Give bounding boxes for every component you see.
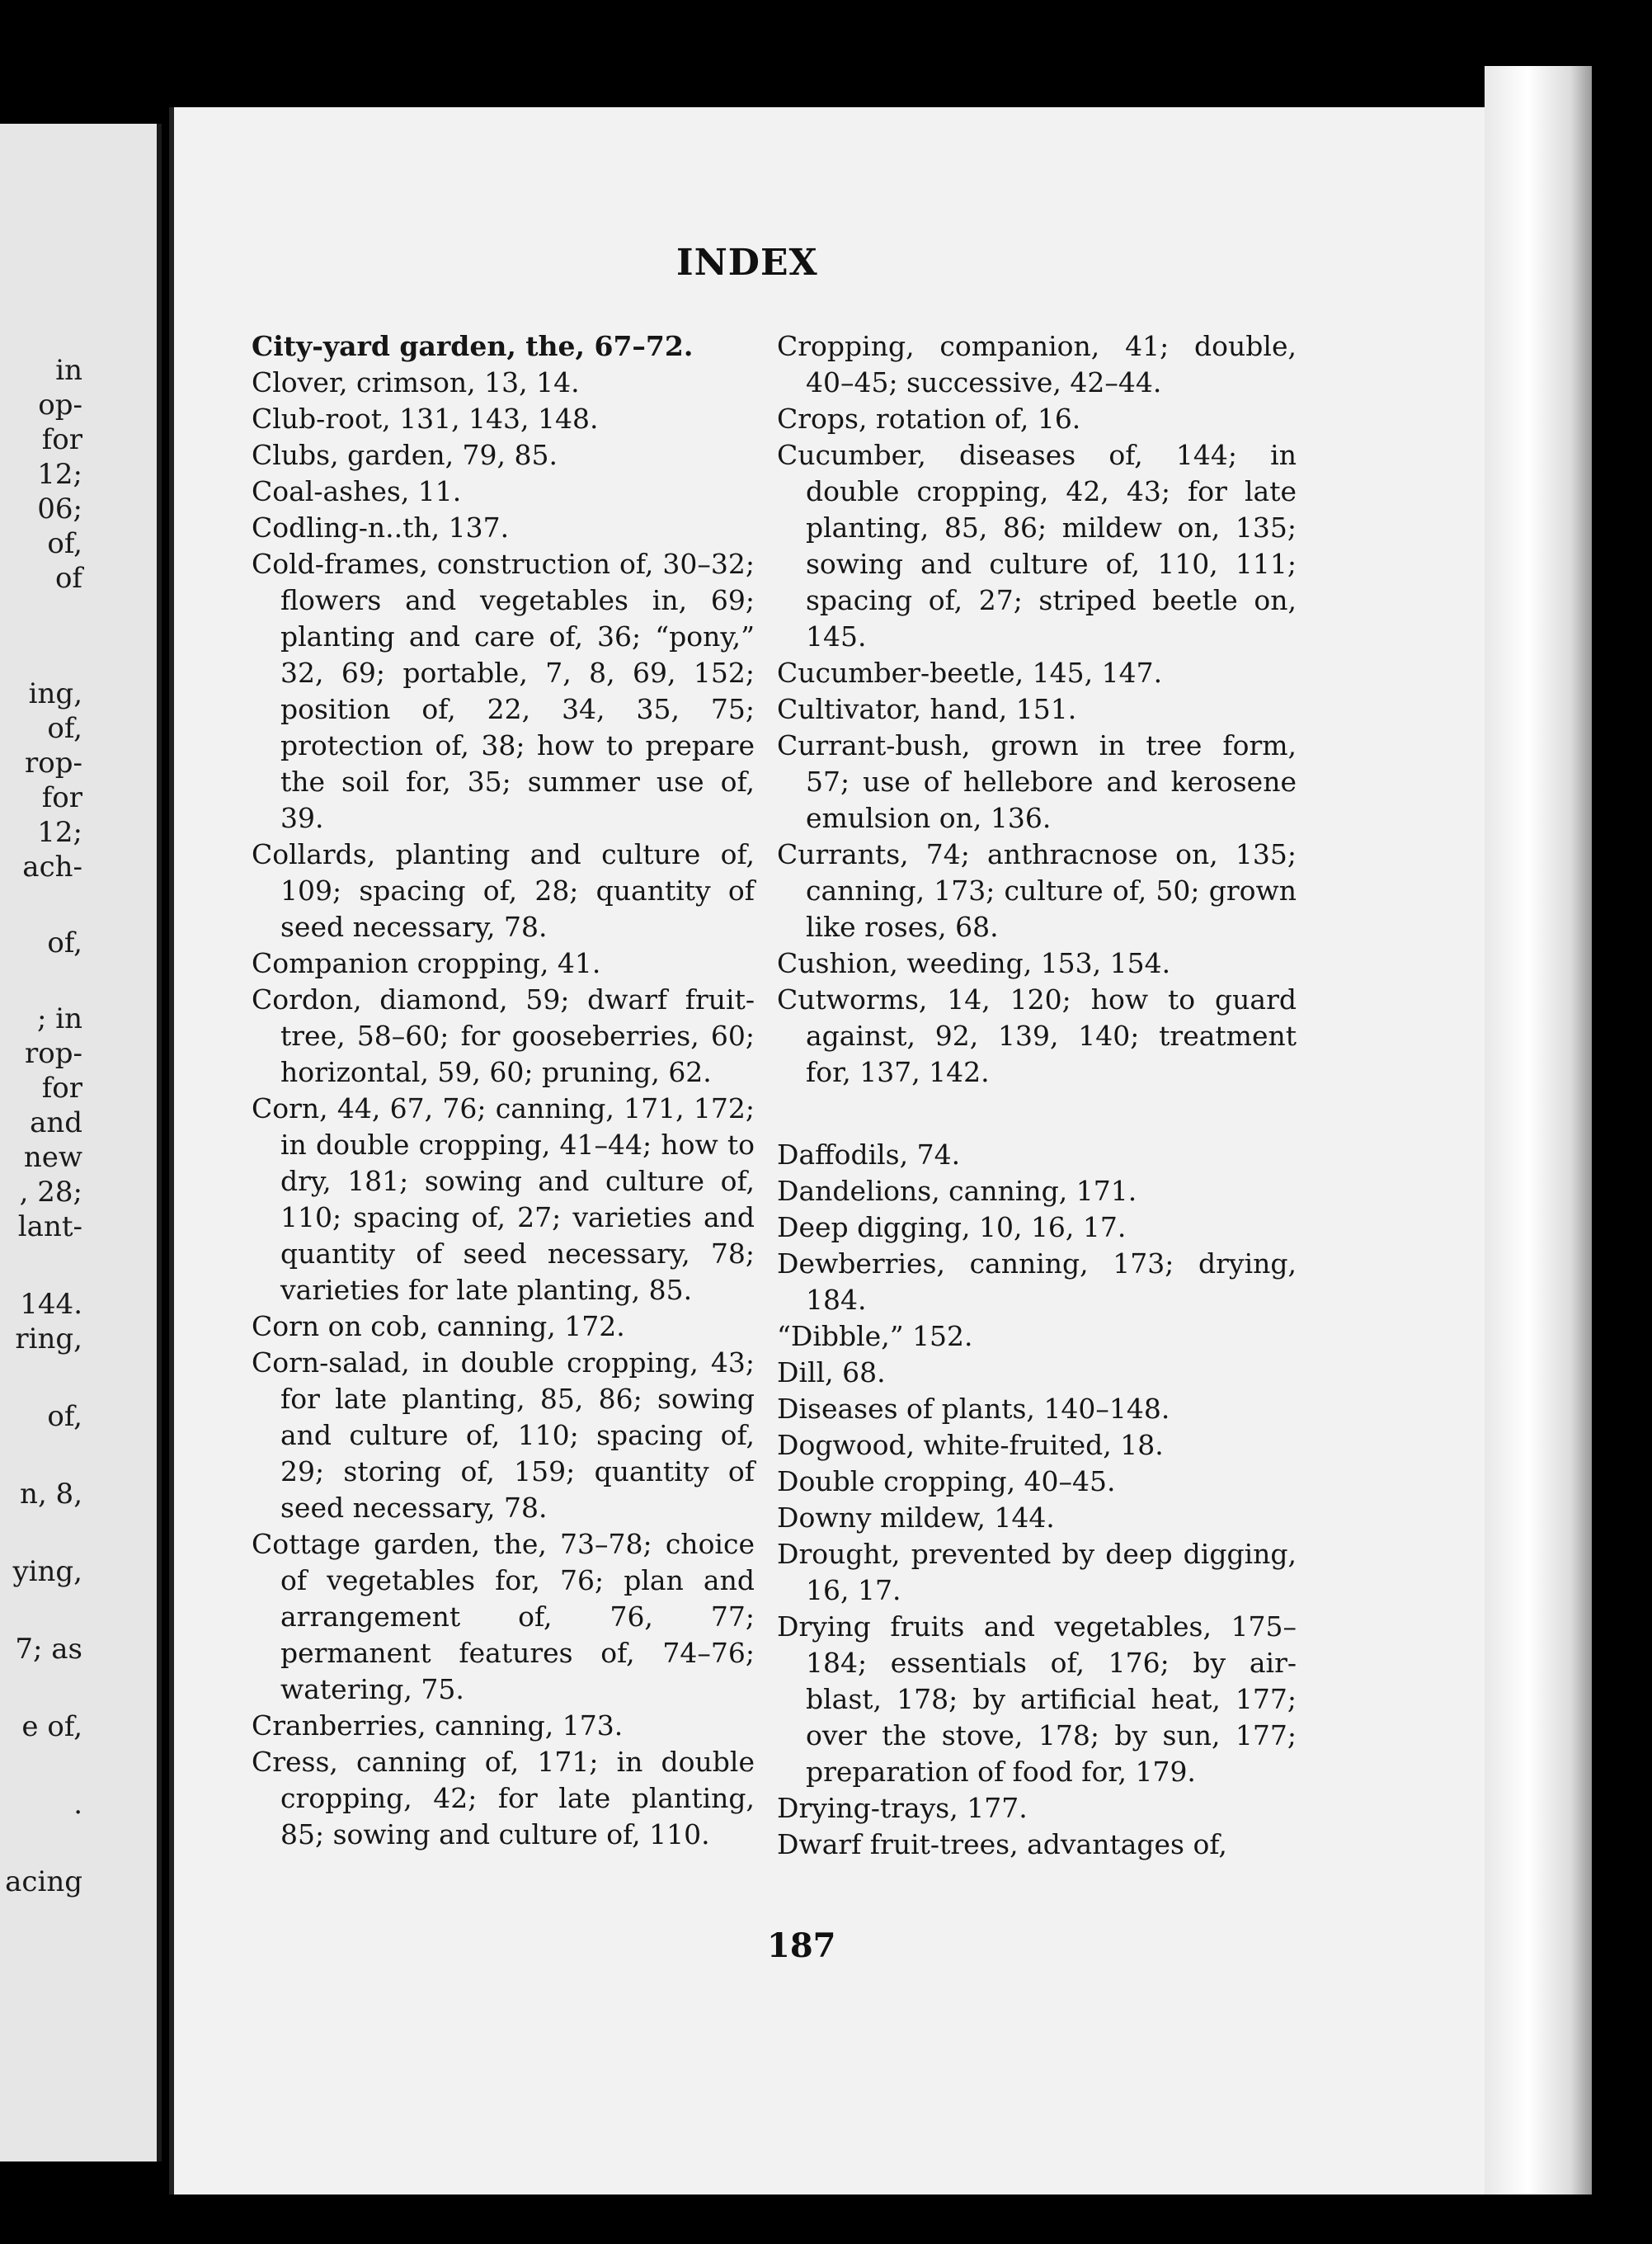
facing-text-fragment: of [54, 562, 82, 595]
facing-text-fragment: new [23, 1141, 82, 1174]
facing-text-fragment: ying, [12, 1555, 82, 1588]
index-entry: Collards, planting and culture of, 109; spacing of, 28; quantity of seed necessary, 78. [252, 838, 755, 943]
index-entry: Dewberries, canning, 173; drying, 184. [777, 1247, 1297, 1316]
page-edge [1485, 66, 1592, 2194]
index-entry: Clubs, garden, 79, 85. [252, 439, 558, 471]
index-entry: Clover, crimson, 13, 14. [252, 366, 580, 398]
index-entry: Downy mildew, 144. [777, 1502, 1055, 1534]
page-number: 187 [767, 1926, 836, 1965]
index-entry: Double cropping, 40–45. [777, 1465, 1116, 1497]
index-entry: Cushion, weeding, 153, 154. [777, 947, 1171, 979]
facing-text-fragment: of, [47, 712, 82, 745]
index-entry: Cultivator, hand, 151. [777, 693, 1077, 725]
facing-text-fragment: ach- [22, 851, 82, 884]
facing-text-fragment: in [55, 354, 82, 387]
index-entry: “Dibble,” 152. [777, 1320, 973, 1352]
index-entry: Drying-trays, 177. [777, 1792, 1028, 1824]
facing-text-fragment: 144. [20, 1288, 82, 1321]
facing-text-fragment: ing, [28, 677, 82, 710]
index-entry: Cold-frames, construction of, 30–32; flowers and vegetables in, 69; planting and care of, 36; “pony,” 32, 69; portable, 7, 8, 69, 152; position of, 22, 34, 35, 75; protection of, 38; how to prepare the soil for, 35; summer use of, 39. [252, 548, 755, 834]
index-entry: Corn, 44, 67, 76; canning, 171, 172; in double cropping, 41–44; how to dry, 181; sowing and culture of, 110; spacing of, 27; varieties and quantity of seed necessary, 78; varieties for late planting, 85. [252, 1092, 755, 1306]
index-column-right [777, 328, 1297, 1863]
index-entry: Crops, rotation of, 16. [777, 403, 1081, 435]
facing-text-fragment: ; in [36, 1002, 82, 1035]
index-entry: Coal-ashes, 11. [252, 475, 462, 507]
index-entry: Cottage garden, the, 73–78; choice of vegetables for, 76; plan and arrangement of, 76, 77; permanent features of, 74–76; watering, 75. [252, 1528, 755, 1705]
facing-text-fragment: of, [47, 1400, 82, 1433]
facing-text-fragment: for [41, 1072, 82, 1105]
facing-text-fragment: e of, [21, 1710, 82, 1743]
facing-text-fragment: rop- [25, 1037, 82, 1070]
facing-text-fragment: of, [47, 527, 82, 560]
index-entry: Companion cropping, 41. [252, 947, 601, 979]
facing-text-fragment: for [41, 781, 82, 814]
page-title: INDEX [676, 242, 818, 284]
index-entry: Drying fruits and vegetables, 175–184; essentials of, 176; by air-blast, 178; by artificial heat, 177; over the stove, 178; by sun, 177; preparation of food for, 179. [777, 1610, 1297, 1788]
facing-page [0, 124, 162, 2162]
facing-text-fragment: 7; as [15, 1633, 82, 1666]
section-gap [777, 1091, 1297, 1137]
facing-text-fragment: . [73, 1788, 82, 1821]
facing-text-fragment: rop- [25, 747, 82, 780]
index-entry: Drought, prevented by deep digging, 16, 17. [777, 1538, 1297, 1606]
index-entry: Currant-bush, grown in tree form, 57; use of hellebore and kerosene emulsion on, 136. [777, 729, 1297, 834]
index-entry: Club-root, 131, 143, 148. [252, 403, 599, 435]
facing-text-fragment: for [41, 423, 82, 456]
index-entry: Currants, 74; anthracnose on, 135; canning, 173; culture of, 50; grown like roses, 68. [777, 838, 1297, 943]
index-entry: Deep digging, 10, 16, 17. [777, 1211, 1127, 1243]
facing-text-fragment: , 28; [19, 1176, 82, 1209]
facing-text-fragment: acing [5, 1865, 82, 1898]
index-entry: Cutworms, 14, 120; how to guard against, 92, 139, 140; treatment for, 137, 142. [777, 983, 1297, 1088]
index-entry: City-yard garden, the, 67–72. [252, 330, 694, 362]
index-entry: Corn-salad, in double cropping, 43; for late planting, 85, 86; sowing and culture of, 110; spacing of, 29; storing of, 159; quantity of seed necessary, 78. [252, 1346, 755, 1524]
index-entry: Cress, canning of, 171; in double cropping, 42; for late planting, 85; sowing and culture of, 110. [252, 1746, 755, 1850]
facing-text-fragment: of, [47, 926, 82, 959]
index-column-left [252, 328, 755, 1853]
facing-text-fragment: op- [38, 389, 82, 422]
facing-text-fragment: n, 8, [20, 1478, 82, 1511]
index-entry: Cropping, companion, 41; double, 40–45; successive, 42–44. [777, 330, 1297, 398]
facing-text-fragment: ring, [15, 1322, 82, 1355]
index-entry: Dogwood, white-fruited, 18. [777, 1429, 1164, 1461]
index-entry: Cranberries, canning, 173. [252, 1709, 624, 1742]
facing-text-fragment: lant- [17, 1210, 82, 1243]
index-entry: Dill, 68. [777, 1356, 886, 1388]
facing-text-fragment: and [30, 1106, 82, 1139]
index-entry: Cucumber-beetle, 145, 147. [777, 657, 1163, 689]
index-entry: Cordon, diamond, 59; dwarf fruit-tree, 58–60; for gooseberries, 60; horizontal, 59, 60; pruning, 62. [252, 983, 755, 1088]
index-entry: Corn on cob, canning, 172. [252, 1310, 625, 1342]
facing-text-fragment: 06; [37, 493, 82, 526]
index-entry: Cucumber, diseases of, 144; in double cropping, 42, 43; for late planting, 85, 86; mildew on, 135; sowing and culture of, 110, 111; spacing of, 27; striped beetle on, 145. [777, 439, 1297, 653]
index-entry: Codling-n..th, 137. [252, 512, 510, 544]
facing-text-fragment: 12; [37, 816, 82, 849]
index-entry: Daffodils, 74. [777, 1138, 961, 1171]
index-entry: Dwarf fruit-trees, advantages of, [777, 1828, 1227, 1860]
facing-text-fragment: 12; [37, 458, 82, 491]
index-entry: Diseases of plants, 140–148. [777, 1393, 1170, 1425]
index-entry: Dandelions, canning, 171. [777, 1175, 1137, 1207]
